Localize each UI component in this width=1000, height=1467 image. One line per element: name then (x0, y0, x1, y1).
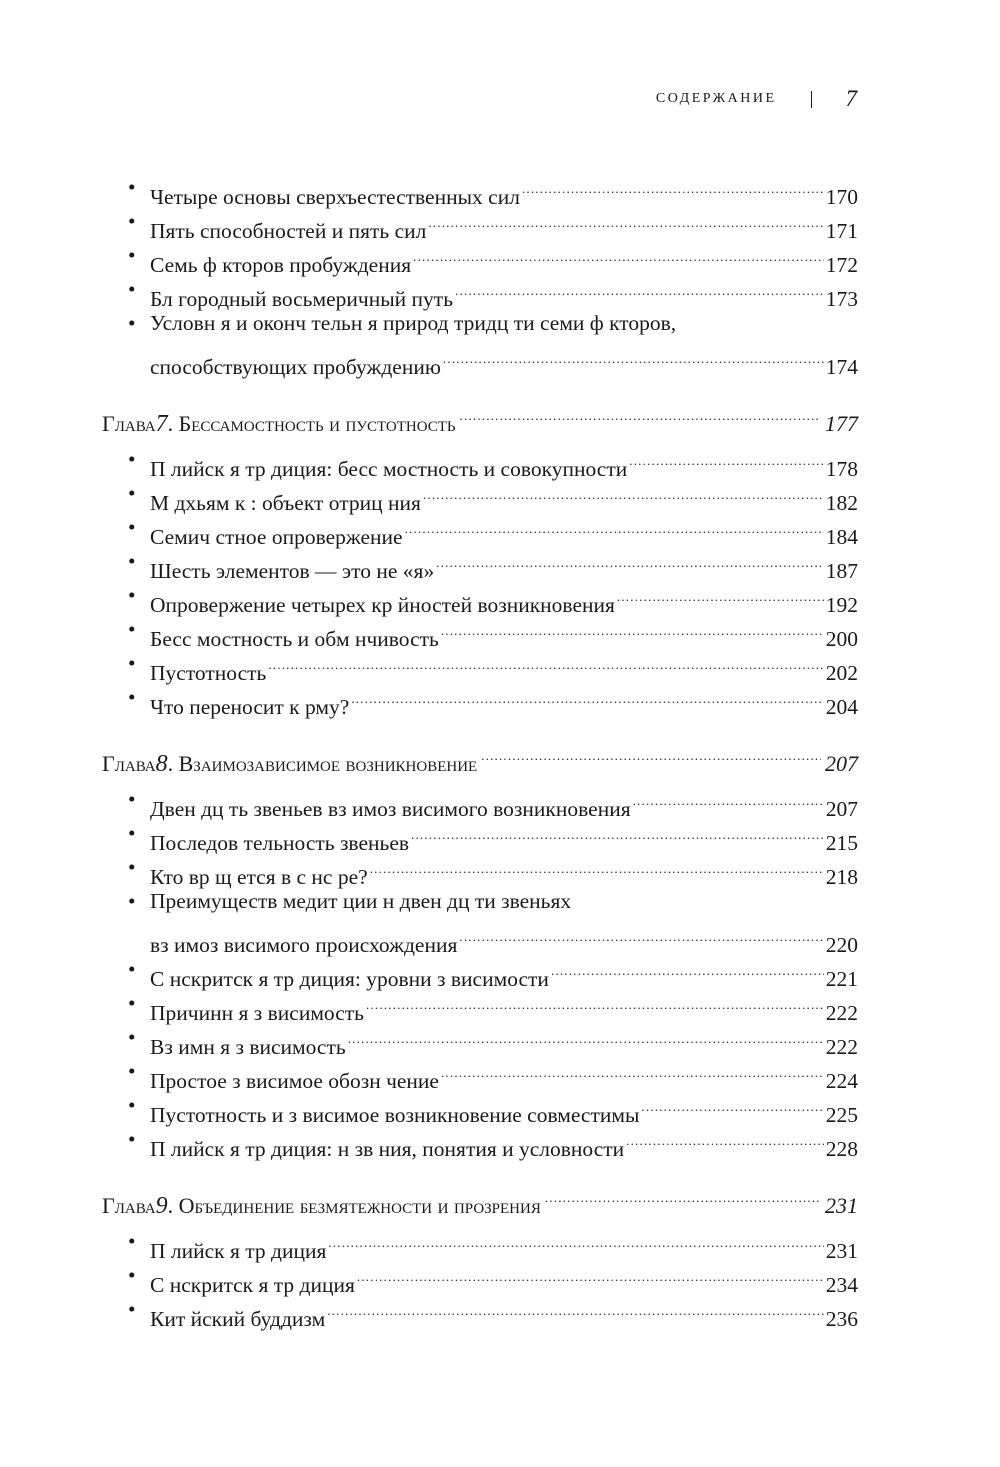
chapter-9-entries (102, 1224, 858, 1331)
bullet-icon: • (128, 1059, 136, 1083)
toc-entry-line1[interactable] (102, 884, 858, 918)
chapter-heading-9[interactable] (102, 1179, 858, 1219)
dot-leader (551, 952, 824, 986)
chapter-number: 8 (155, 751, 168, 777)
toc-entry-page: 184 (825, 525, 858, 549)
page-number: 7 (845, 86, 857, 111)
chapter-page: 231 (825, 1193, 858, 1218)
toc-entry[interactable] (102, 578, 858, 617)
dot-leader (351, 680, 823, 714)
toc-entry-title: Кит йский буддизм (150, 1307, 326, 1331)
toc-entry-title: Шесть элементов — это не «я» (150, 559, 435, 583)
bullet-icon: • (128, 787, 136, 811)
bullet-icon: • (128, 821, 136, 845)
toc-entry[interactable] (102, 1258, 858, 1297)
toc-entry-title: Последов тельность звеньев (150, 831, 410, 855)
toc-entry[interactable] (102, 170, 858, 209)
dot-leader (428, 204, 823, 238)
dot-leader (348, 1020, 824, 1054)
toc-entry-title: Четыре основы сверхъестественных сил (150, 185, 520, 209)
bullet-icon: • (128, 583, 136, 607)
toc-entry-title: С нскритск я тр диция (150, 1273, 355, 1297)
bullet-icon: • (128, 685, 136, 709)
chapter-label: Глава (102, 1193, 156, 1218)
chapter-page: 177 (825, 411, 858, 436)
bullet-icon: • (128, 855, 136, 879)
toc-entry-page: 221 (825, 967, 858, 991)
bullet-icon: • (128, 175, 136, 199)
toc-entry[interactable] (102, 476, 858, 515)
toc-entry-page: 236 (825, 1307, 858, 1331)
toc-entry-title: П лийск я тр диция (150, 1239, 327, 1263)
bullet-icon: • (128, 311, 136, 335)
dot-leader (443, 340, 824, 374)
dot-leader (545, 1179, 821, 1213)
dot-leader (522, 170, 824, 204)
toc-entry-title: Причинн я з висимость (150, 1001, 364, 1025)
toc-entry-page: 182 (825, 491, 858, 515)
chapter-title: . Взаимозависимое возникновение (167, 751, 478, 776)
toc-entry-title: П лийск я тр диция: бесс мостность и совокупности (150, 457, 628, 481)
toc-entry[interactable] (102, 544, 858, 583)
bullet-icon: • (128, 889, 136, 913)
dot-leader (626, 1122, 824, 1156)
dot-leader (370, 850, 824, 884)
toc-entry[interactable] (102, 1054, 858, 1093)
toc-entry-title: Вз имн я з висимость (150, 1035, 346, 1059)
toc-entry-page: 178 (825, 457, 858, 481)
dot-leader (459, 918, 823, 952)
dot-leader (481, 737, 821, 771)
toc-entry[interactable] (102, 612, 858, 651)
toc-entry[interactable] (102, 238, 858, 277)
dot-leader (441, 612, 824, 646)
toc-entry-page: 174 (825, 355, 858, 379)
bullet-icon: • (128, 957, 136, 981)
toc-entry-page: 225 (825, 1103, 858, 1127)
chapter-7-entries (102, 442, 858, 719)
toc-entry-title: Бл городный восьмеричный путь (150, 287, 453, 311)
toc-entry-page: 202 (825, 661, 858, 685)
bullet-icon: • (128, 1127, 136, 1151)
dot-leader (641, 1088, 823, 1122)
toc-entry[interactable] (102, 680, 858, 719)
toc-entry[interactable] (102, 1122, 858, 1161)
toc-entry-page: 222 (825, 1001, 858, 1025)
intro-entries (102, 170, 858, 379)
chapter-page: 207 (825, 751, 858, 776)
bullet-icon: • (128, 209, 136, 233)
toc-entry-page: 200 (825, 627, 858, 651)
toc-entry[interactable] (102, 986, 858, 1025)
bullet-icon: • (128, 991, 136, 1015)
chapter-label: Глава (102, 751, 156, 776)
toc-entry[interactable] (102, 850, 858, 889)
toc-entry-title: С нскритск я тр диция: уровни з висимости (150, 967, 549, 991)
toc-entry[interactable] (102, 1088, 858, 1127)
toc-entry-page: 171 (825, 219, 858, 243)
toc-entry-title: Опровержение четырех кр йностей возникновения (150, 593, 615, 617)
toc-entry-title: Пустотность (150, 661, 267, 685)
bullet-icon: • (128, 1263, 136, 1287)
running-head-divider (811, 91, 812, 108)
dot-leader (617, 578, 824, 612)
bullet-icon: • (128, 651, 136, 675)
bullet-icon: • (128, 243, 136, 267)
toc-entry[interactable] (102, 646, 858, 685)
toc-entry[interactable] (102, 1020, 858, 1059)
running-head-title: СОДЕРЖАНИЕ (655, 91, 777, 106)
dot-leader (423, 476, 824, 510)
dot-leader (327, 1292, 824, 1326)
chapter-heading-7[interactable] (102, 397, 858, 437)
toc-entry-page: 222 (825, 1035, 858, 1059)
dot-leader (328, 1224, 823, 1258)
toc-entry-title: Преимуществ медит ции н двен дц ти звеньях (150, 889, 572, 913)
dot-leader (441, 1054, 824, 1088)
toc-entry-line2[interactable] (102, 340, 858, 379)
toc-entry-title-continued: вз имоз висимого происхождения (150, 933, 458, 957)
toc-entry-line2[interactable] (102, 918, 858, 957)
dot-leader (366, 986, 824, 1020)
toc-entry-page: 224 (825, 1069, 858, 1093)
bullet-icon: • (128, 447, 136, 471)
toc-entry-page: 172 (825, 253, 858, 277)
toc-entry-page: 218 (825, 865, 858, 889)
toc-entry-title-continued: способствующих пробуждению (150, 355, 441, 379)
toc-entry[interactable] (102, 816, 858, 855)
dot-leader (357, 1258, 824, 1292)
dot-leader (413, 238, 824, 272)
toc-entry-title: Условн я и оконч тельн я природ тридц ти семи ф кторов, (150, 311, 677, 335)
chapter-label: Глава (102, 411, 156, 436)
toc-entry[interactable] (102, 782, 858, 821)
bullet-icon: • (128, 277, 136, 301)
toc-entry[interactable] (102, 510, 858, 549)
bullet-icon: • (128, 617, 136, 641)
toc-entry[interactable] (102, 1292, 858, 1331)
toc-entry-title: Кто вр щ ется в с нс ре? (150, 865, 368, 889)
toc-entry-title: Пять способностей и пять сил (150, 219, 427, 243)
chapter-title: . Бессамостность и пустотность (167, 411, 456, 436)
dot-leader (436, 544, 824, 578)
chapter-number: 9 (155, 1193, 168, 1219)
toc-entry[interactable] (102, 442, 858, 481)
bullet-icon: • (128, 549, 136, 573)
toc-entry-page: 192 (825, 593, 858, 617)
dot-leader (411, 816, 824, 850)
toc-entry-title: Двен дц ть звеньев вз имоз висимого возникновения (150, 797, 631, 821)
dot-leader (633, 782, 824, 816)
toc-entry-page: 187 (825, 559, 858, 583)
toc-entry-title: М дхьям к : объект отриц ния (150, 491, 421, 515)
toc-entry-title: Семич стное опровержение (150, 525, 403, 549)
chapter-number: 7 (155, 411, 168, 437)
toc-entry[interactable] (102, 1224, 858, 1263)
toc-entry-page: 207 (825, 797, 858, 821)
toc-entry-title: П лийск я тр диция: н зв ния, понятия и условности (150, 1137, 625, 1161)
bullet-icon: • (128, 1297, 136, 1321)
bullet-icon: • (128, 515, 136, 539)
toc-entry-title: Семь ф кторов пробуждения (150, 253, 412, 277)
toc-entry-title: Бесс мостность и обм нчивость (150, 627, 439, 651)
dot-leader (629, 442, 824, 476)
toc-entry-page: 215 (825, 831, 858, 855)
toc-entry-page: 204 (825, 695, 858, 719)
bullet-icon: • (128, 1025, 136, 1049)
chapter-heading-8[interactable] (102, 737, 858, 777)
toc-entry-page: 234 (825, 1273, 858, 1297)
bullet-icon: • (128, 481, 136, 505)
dot-leader (268, 646, 823, 680)
chapter-8-entries (102, 782, 858, 1161)
dot-leader (460, 397, 821, 431)
table-of-contents (102, 170, 858, 1331)
toc-entry-title: Что переносит к рму? (150, 695, 350, 719)
toc-entry-page: 173 (825, 287, 858, 311)
toc-entry-line1[interactable] (102, 306, 858, 340)
running-head (656, 84, 857, 114)
toc-entry-page: 228 (825, 1137, 858, 1161)
bullet-icon: • (128, 1229, 136, 1253)
toc-entry-title: Простое з висимое обозн чение (150, 1069, 439, 1093)
toc-entry[interactable] (102, 204, 858, 243)
bullet-icon: • (128, 1093, 136, 1117)
toc-entry[interactable] (102, 952, 858, 991)
toc-entry-page: 231 (825, 1239, 858, 1263)
dot-leader (455, 272, 824, 306)
toc-entry-page: 220 (825, 933, 858, 957)
toc-entry-page: 170 (825, 185, 858, 209)
dot-leader (405, 510, 824, 544)
toc-entry-title: Пустотность и з висимое возникновение совместимы (150, 1103, 640, 1127)
chapter-title: . Объединение безмятежности и прозрения (167, 1193, 541, 1218)
toc-entry[interactable] (102, 272, 858, 311)
